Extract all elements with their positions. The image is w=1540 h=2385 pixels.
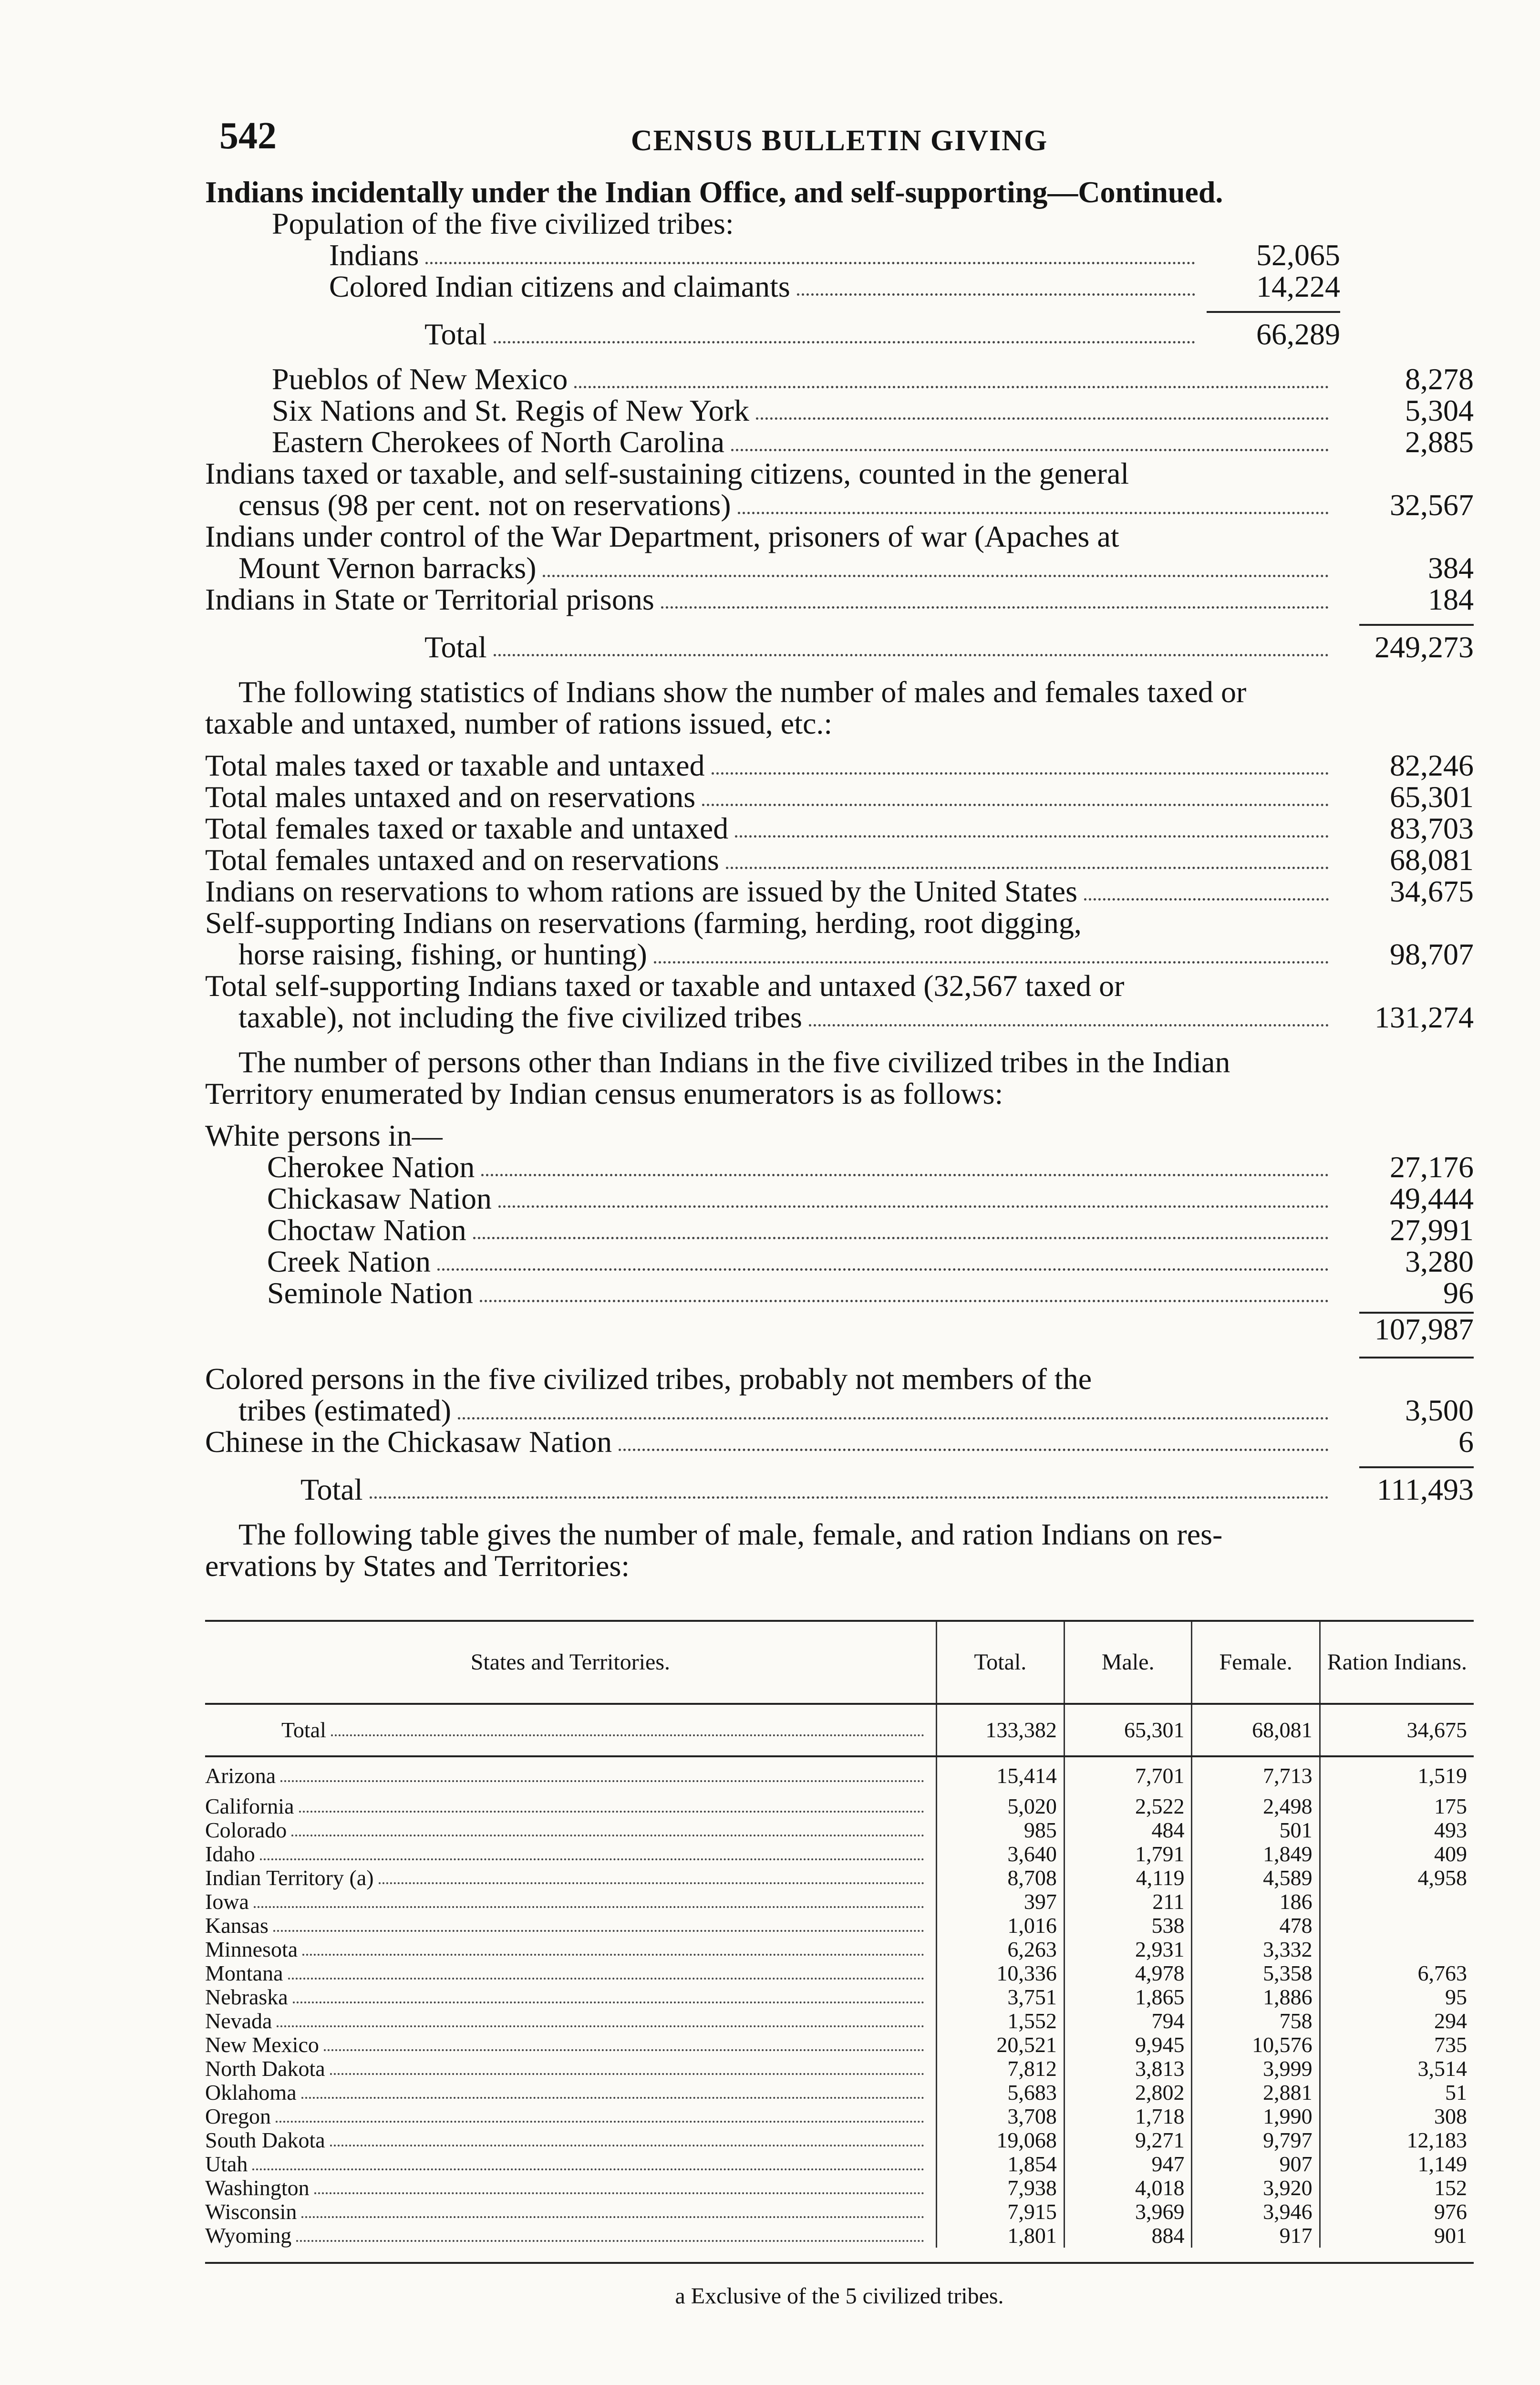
white-heading: White persons in— (205, 1119, 443, 1152)
list-item: Indians on reservations to whom rations are issued by the United States 34,675 (205, 874, 1474, 908)
persons-intro-line2: Territory enumerated by Indian census enumerators is as follows: (205, 1077, 1003, 1110)
table-row: California 5,020 2,522 2,498 175 (205, 1794, 1474, 1818)
list-item: Six Nations and St. Regis of New York 5,304 (272, 394, 1474, 427)
footnote: a Exclusive of the 5 civilized tribes. (675, 2283, 1004, 2309)
table-row: New Mexico 20,521 9,945 10,576 735 (205, 2033, 1474, 2057)
col-header-state: States and Territories. (205, 1622, 936, 1704)
table-intro: The following table gives the number of male, female, and ration Indians on res- ervations by States and Territories: (205, 1517, 1223, 1583)
total-self-supporting-line1: Total self-supporting Indians taxed or taxable and untaxed (32,567 taxed or (205, 969, 1125, 1003)
col-header-female: Female. (1192, 1622, 1320, 1704)
total-self-supporting-line2: taxable), not including the five civilized tribes 131,274 (238, 1000, 1474, 1034)
chinese-line: Chinese in the Chickasaw Nation 6 (205, 1425, 1474, 1459)
stats-intro-line1: The following statistics of Indians show the number of males and females taxed or (238, 675, 1247, 709)
war-dept-line2: Mount Vernon barracks) 384 (238, 551, 1474, 585)
colored-line2: tribes (estimated) 3,500 (238, 1393, 1474, 1427)
table-row: Colorado 985 484 501 493 (205, 1818, 1474, 1842)
persons-total: Total 111,493 (300, 1472, 1474, 1506)
five-tribes-list (205, 239, 1340, 350)
running-title: CENSUS BULLETIN GIVING (630, 124, 1048, 157)
table-row: Idaho 3,640 1,791 1,849 409 (205, 1842, 1474, 1866)
reservation-table (205, 1622, 1474, 2248)
section-heading: Indians incidentally under the Indian Office, and self-supporting—Continued. (205, 175, 1223, 209)
table-row: Nevada 1,552 794 758 294 (205, 2009, 1474, 2033)
persons-intro-line1: The number of persons other than Indians in the five civilized tribes in the Indian (238, 1045, 1230, 1079)
table-row: South Dakota 19,068 9,271 9,797 12,183 (205, 2128, 1474, 2152)
table-row: Minnesota 6,263 2,931 3,332 (205, 1938, 1474, 1961)
table-row: North Dakota 7,812 3,813 3,999 3,514 (205, 2057, 1474, 2081)
table-row: Oregon 3,708 1,718 1,990 308 (205, 2105, 1474, 2128)
table-row: Washington 7,938 4,018 3,920 152 (205, 2176, 1474, 2200)
war-dept-line1: Indians under control of the War Department, prisoners of war (Apaches at (205, 519, 1119, 553)
stats-intro-line2: taxable and untaxed, number of rations issued, etc.: (205, 706, 833, 740)
list-item: Choctaw Nation 27,991 (267, 1213, 1474, 1247)
grand-total: Total 249,273 (424, 630, 1474, 664)
page-number: 542 (219, 115, 277, 157)
list-item: Total females taxed or taxable and untaxed 83,703 (205, 811, 1474, 845)
taxed-line1: Indians taxed or taxable, and self-sustaining citizens, counted in the general (205, 456, 1129, 490)
list-item: Cherokee Nation 27,176 (267, 1150, 1474, 1184)
list-item: Eastern Cherokees of North Carolina 2,885 (272, 425, 1474, 459)
list-item: Indians 52,065 (329, 238, 1340, 272)
five-tribes-total: Total 66,289 (424, 317, 1340, 351)
list-item: Chickasaw Nation 49,444 (267, 1182, 1474, 1215)
list-item: Total females untaxed and on reservations 68,081 (205, 843, 1474, 877)
table-row: Oklahoma 5,683 2,802 2,881 51 (205, 2081, 1474, 2105)
page (205, 114, 1474, 2309)
table-row: Kansas 1,016 538 478 (205, 1914, 1474, 1938)
subheading: Population of the five civilized tribes: (272, 207, 734, 240)
list-item: Pueblos of New Mexico 8,278 (272, 362, 1474, 396)
taxed-line2: census (98 per cent. not on reservations) 32,567 (238, 488, 1474, 522)
list-item: Colored Indian citizens and claimants 14,224 (329, 270, 1340, 303)
white-total: 107,987 (1375, 1312, 1474, 1346)
table-row: Wisconsin 7,915 3,969 3,946 976 (205, 2200, 1474, 2224)
table-row: Utah 1,854 947 907 1,149 (205, 2152, 1474, 2176)
colored-line1: Colored persons in the five civilized tribes, probably not members of the (205, 1362, 1092, 1396)
list-item: Creek Nation 3,280 (267, 1244, 1474, 1278)
table-row: Wyoming 1,801 884 917 901 (205, 2224, 1474, 2248)
list-item: Total males taxed or taxable and untaxed 82,246 (205, 748, 1474, 782)
col-header-male: Male. (1064, 1622, 1192, 1704)
self-supporting-line2: horse raising, fishing, or hunting) 98,707 (238, 937, 1474, 971)
table-row: Indian Territory (a) 8,708 4,119 4,589 4,958 (205, 1866, 1474, 1890)
col-header-ration: Ration Indians. (1320, 1622, 1474, 1704)
list-item: Seminole Nation 96 (267, 1276, 1474, 1310)
table-row: Montana 10,336 4,978 5,358 6,763 (205, 1961, 1474, 1985)
table-row: Arizona 15,414 7,701 7,713 1,519 (205, 1756, 1474, 1794)
table-row: Nebraska 3,751 1,865 1,886 95 (205, 1985, 1474, 2009)
others-list (205, 363, 1474, 663)
table-total-row: Total 133,382 65,301 68,081 34,675 (205, 1704, 1474, 1756)
self-supporting-line1: Self-supporting Indians on reservations (farming, herding, root digging, (205, 906, 1082, 940)
table-row: Iowa 397 211 186 (205, 1890, 1474, 1914)
page-header (205, 114, 1474, 176)
list-item: Total males untaxed and on reservations 65,301 (205, 780, 1474, 814)
stats-section (205, 676, 1474, 1033)
persons-section (205, 1047, 1474, 1505)
col-header-total: Total. (936, 1622, 1064, 1704)
prisons-line: Indians in State or Territorial prisons 184 (205, 582, 1474, 616)
